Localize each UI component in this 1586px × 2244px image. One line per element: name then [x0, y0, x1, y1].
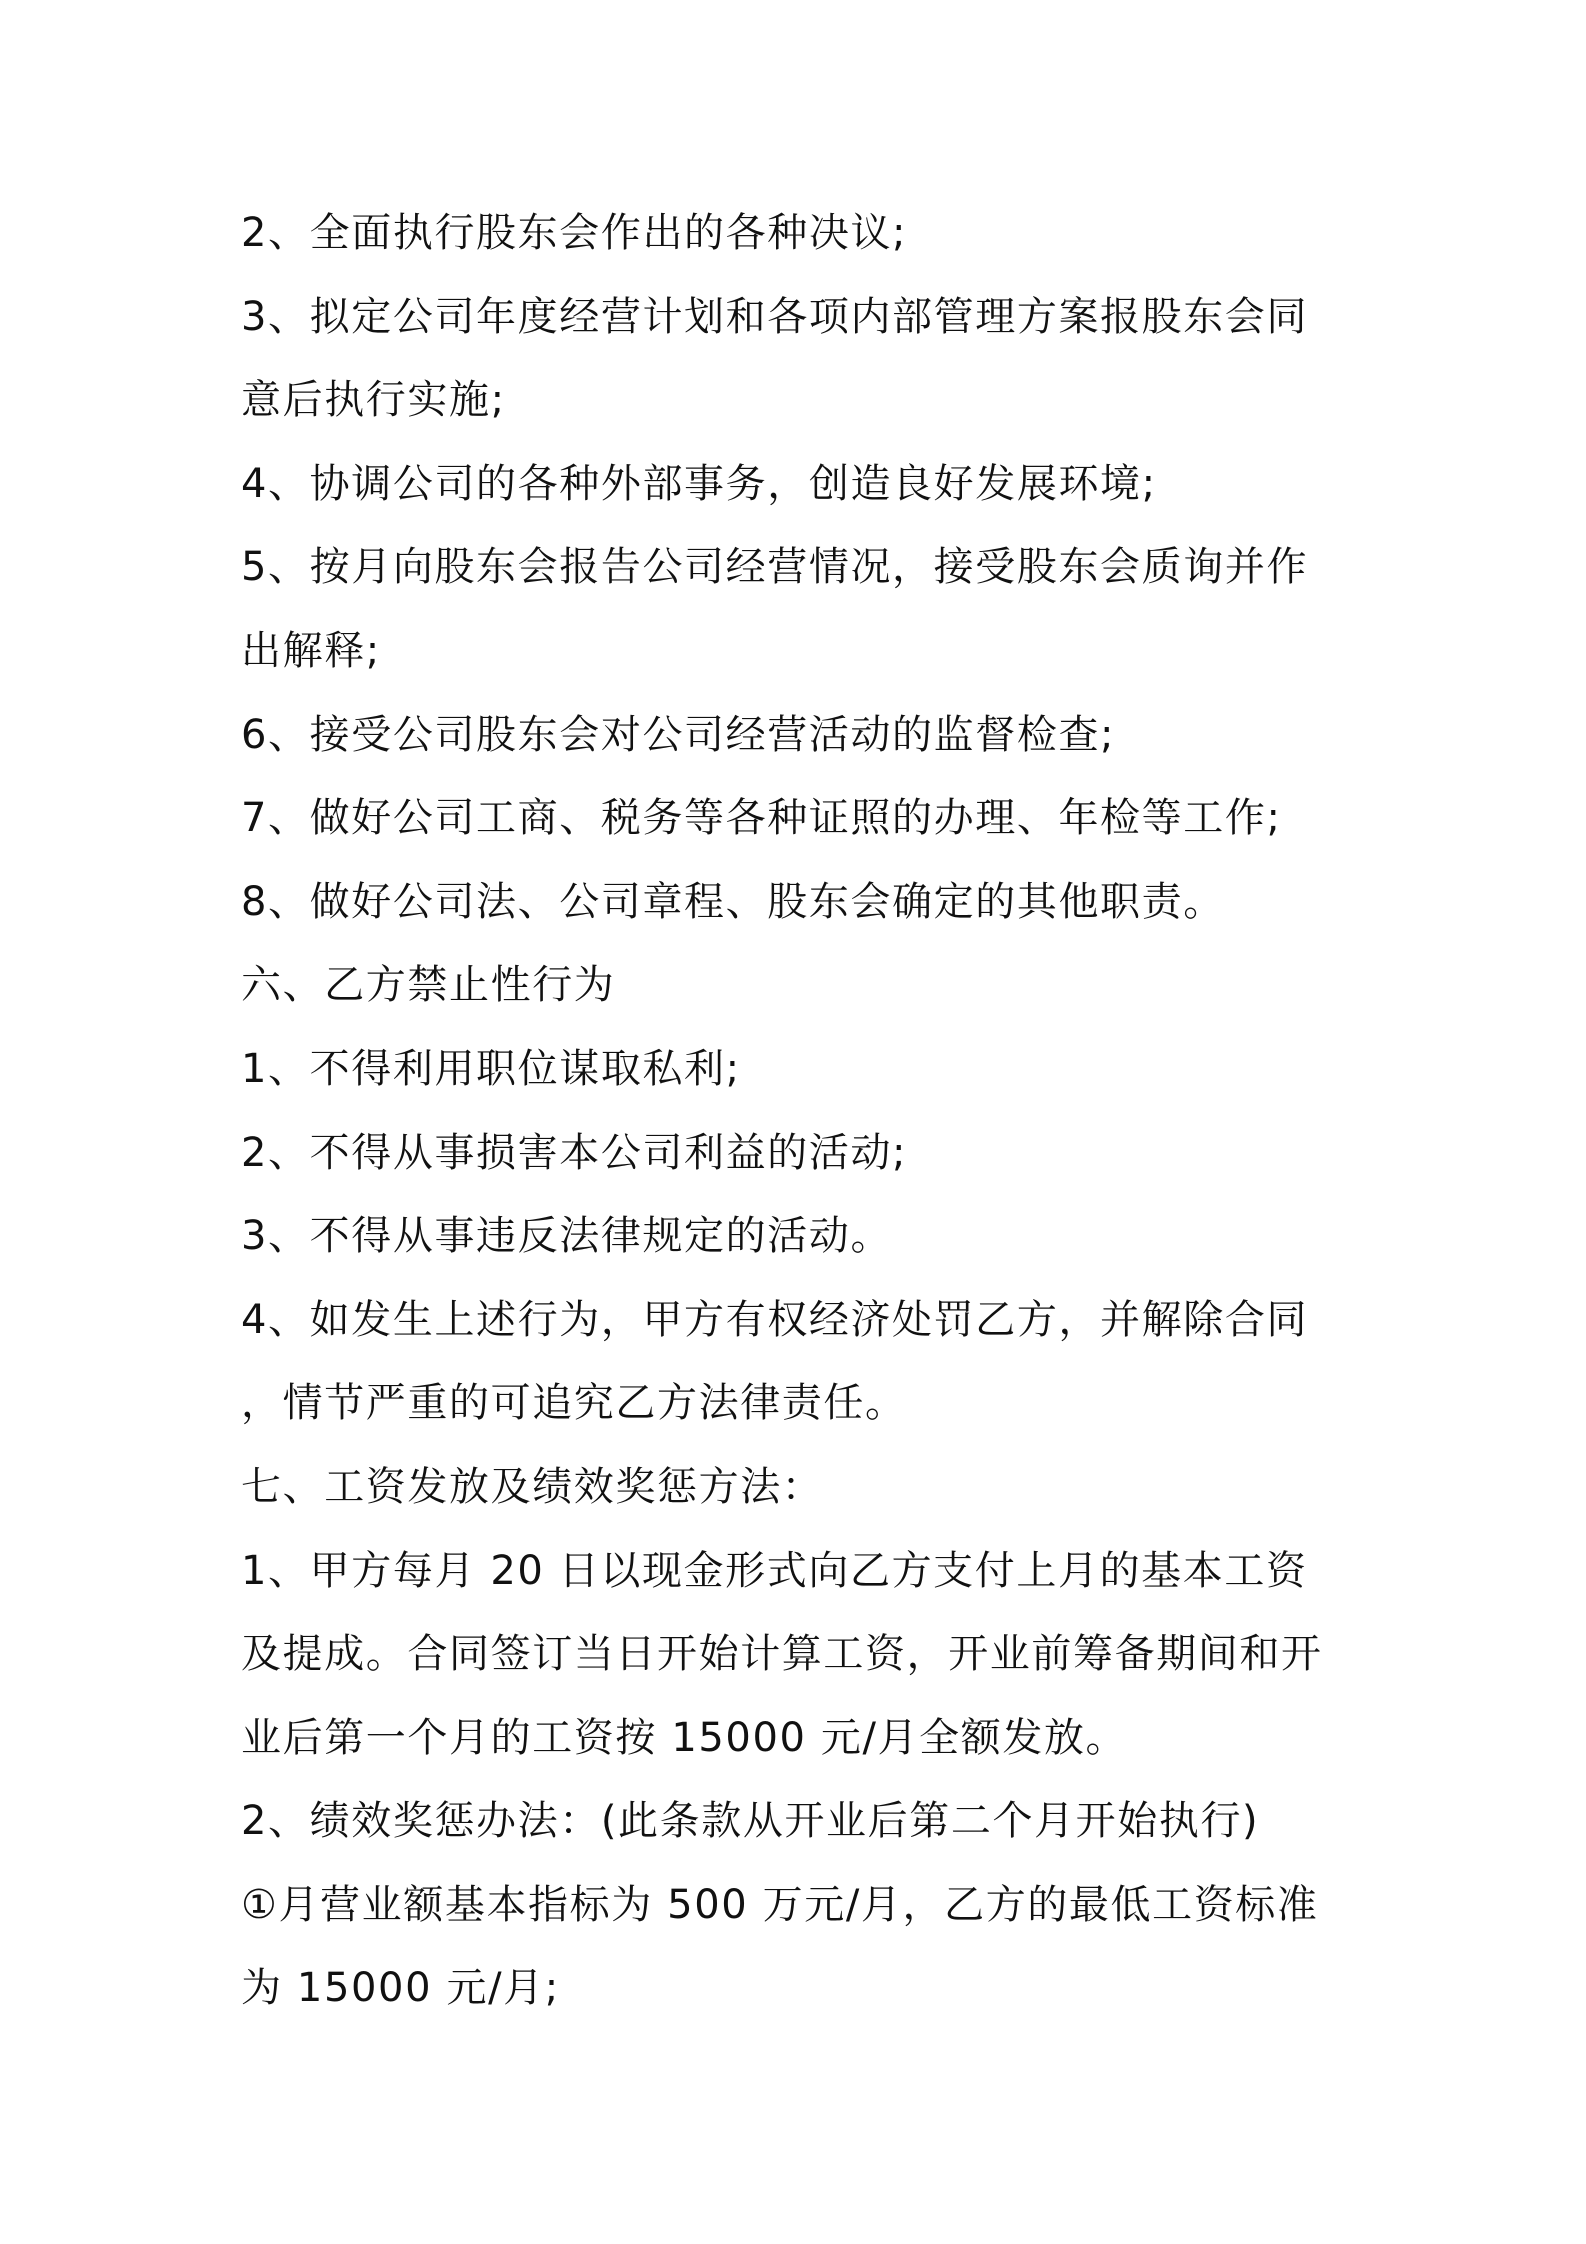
clause-3-draft-plan-cont: 意后执行实施;	[241, 377, 506, 424]
document-body	[241, 192, 1351, 2031]
clause-7-licenses: 7、做好公司工商、税务等各种证照的办理、年检等工作;	[241, 795, 1282, 842]
salary-clause-1-cont-a: 及提成。合同签订当日开始计算工资，开业前筹备期间和开	[241, 1631, 1323, 1678]
clause-3-draft-plan: 3、拟定公司年度经营计划和各项内部管理方案报股东会同	[241, 293, 1309, 340]
prohibition-4-cont: ，情节严重的可追究乙方法律责任。	[241, 1380, 907, 1427]
salary-item-1-cont: 为 15000 元/月;	[241, 1965, 560, 2012]
prohibition-4: 4、如发生上述行为，甲方有权经济处罚乙方，并解除合同	[241, 1296, 1309, 1343]
salary-clause-1: 1、甲方每月 20 日以现金形式向乙方支付上月的基本工资	[241, 1547, 1308, 1594]
salary-clause-2: 2、绩效奖惩办法：(此条款从开业后第二个月开始执行)	[241, 1798, 1260, 1845]
clause-4-coordinate-affairs: 4、协调公司的各种外部事务，创造良好发展环境;	[241, 460, 1157, 507]
salary-clause-1-cont-b: 业后第一个月的工资按 15000 元/月全额发放。	[241, 1714, 1128, 1761]
prohibition-2: 2、不得从事损害本公司利益的活动;	[241, 1129, 908, 1176]
section-6-heading: 六、乙方禁止性行为	[241, 962, 616, 1009]
clause-5-monthly-report: 5、按月向股东会报告公司经营情况，接受股东会质询并作	[241, 544, 1309, 591]
clause-5-monthly-report-cont: 出解释;	[241, 627, 381, 674]
clause-6-accept-supervision: 6、接受公司股东会对公司经营活动的监督检查;	[241, 711, 1116, 758]
salary-item-1: ①月营业额基本指标为 500 万元/月，乙方的最低工资标准	[241, 1881, 1319, 1928]
prohibition-1: 1、不得利用职位谋取私利;	[241, 1045, 741, 1092]
prohibition-3: 3、不得从事违反法律规定的活动。	[241, 1213, 893, 1260]
clause-8-other-duties: 8、做好公司法、公司章程、股东会确定的其他职责。	[241, 878, 1225, 925]
clause-2-execute-resolutions: 2、全面执行股东会作出的各种决议;	[241, 210, 908, 256]
section-7-heading: 七、工资发放及绩效奖惩方法：	[241, 1463, 824, 1510]
